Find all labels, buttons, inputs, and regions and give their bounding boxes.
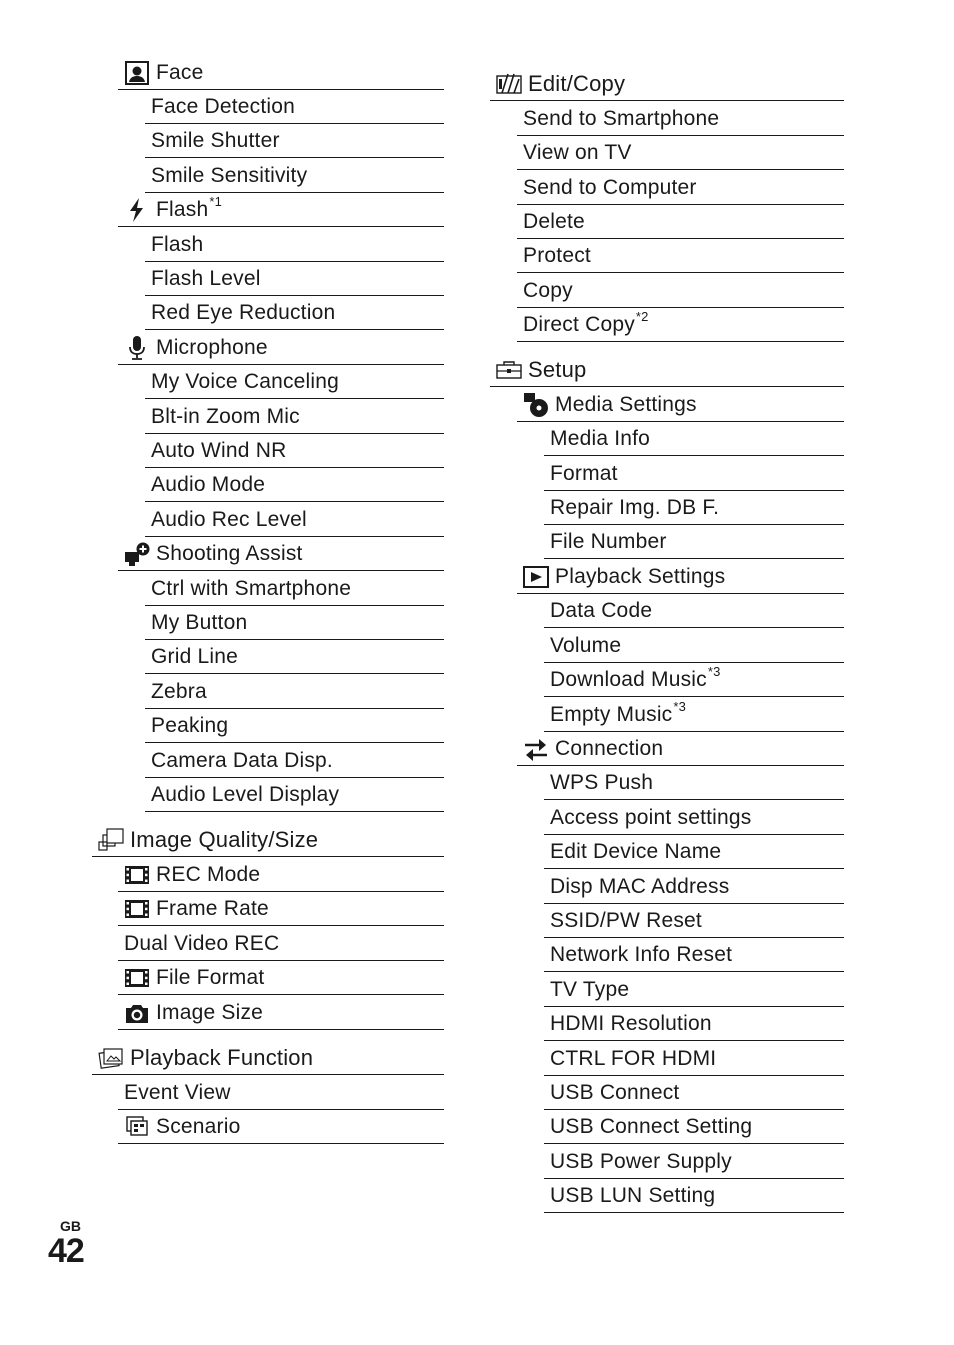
footnote-marker: *1 <box>209 194 223 209</box>
menu-item-label: Event View <box>124 1080 231 1104</box>
menu-item-my-voice-canceling <box>145 365 444 399</box>
menu-item-label: Red Eye Reduction <box>151 300 336 324</box>
menu-item-label: Connection <box>555 736 664 760</box>
menu-item-auto-wind-nr <box>145 434 444 468</box>
menu-item-usb-connect-setting <box>544 1110 844 1144</box>
menu-item-microphone <box>118 331 444 365</box>
menu-item-format <box>544 457 844 491</box>
menu-item-label: Media Info <box>550 426 651 450</box>
menu-item-label: SSID/PW Reset <box>550 908 702 932</box>
menu-item-label: Playback Settings <box>555 564 726 588</box>
menu-item-label: Image Size <box>156 1000 264 1024</box>
menu-item-view-on-tv <box>517 136 844 170</box>
menu-item-label: Flash <box>156 197 209 221</box>
menu-item-empty-music <box>544 698 844 732</box>
edit-copy-icon <box>496 71 522 97</box>
menu-item-smile-shutter <box>145 124 444 158</box>
flash-icon <box>124 197 150 223</box>
menu-item-wps-push <box>544 766 844 800</box>
menu-item-label: Face Detection <box>151 94 296 118</box>
camera-icon <box>124 1000 150 1026</box>
face-icon <box>124 60 150 86</box>
menu-item-label: Smile Shutter <box>151 128 280 152</box>
menu-item-rec-mode <box>118 858 444 892</box>
scenario-icon <box>124 1114 150 1140</box>
menu-item-label: Download Music <box>550 667 707 691</box>
menu-item-file-number <box>544 525 844 559</box>
menu-item-label: Empty Music <box>550 702 673 726</box>
menu-item-zebra <box>145 675 444 709</box>
page-footer <box>48 1218 88 1268</box>
menu-item-send-to-computer <box>517 171 844 205</box>
menu-item-label: Image Quality/Size <box>130 826 319 852</box>
menu-item-image-quality-size <box>92 823 444 857</box>
film-icon <box>124 965 150 991</box>
menu-item-access-point-settings <box>544 801 844 835</box>
microphone-icon <box>124 335 150 361</box>
footnote-marker: *3 <box>673 699 687 714</box>
menu-item-label: Repair Img. DB F. <box>550 495 720 519</box>
menu-item-label: Edit Device Name <box>550 839 722 863</box>
menu-item-label: Send to Computer <box>523 175 697 199</box>
menu-item-label: Audio Level Display <box>151 782 340 806</box>
menu-item-label: REC Mode <box>156 862 261 886</box>
menu-item-red-eye-reduction <box>145 296 444 330</box>
menu-item-volume <box>544 629 844 663</box>
menu-item-ctrl-for-hdmi <box>544 1042 844 1076</box>
menu-item-delete <box>517 205 844 239</box>
menu-item-usb-power-supply <box>544 1145 844 1179</box>
setup-icon <box>496 357 522 383</box>
menu-item-usb-connect <box>544 1076 844 1110</box>
menu-item-scenario <box>118 1110 444 1144</box>
media-settings-icon <box>523 392 549 418</box>
menu-item-camera-data-disp <box>145 744 444 778</box>
menu-item-shooting-assist <box>118 537 444 571</box>
menu-item-label: File Format <box>156 965 265 989</box>
playback-settings-icon <box>523 564 549 590</box>
menu-item-label: Protect <box>523 243 591 267</box>
menu-item-media-info <box>544 422 844 456</box>
menu-item-label: Format <box>550 461 618 485</box>
menu-item-ctrl-with-smartphone <box>145 572 444 606</box>
menu-item-label: Face <box>156 60 204 84</box>
menu-item-face-detection <box>145 90 444 124</box>
menu-item-edit-device-name <box>544 835 844 869</box>
menu-item-edit-copy <box>490 67 844 101</box>
menu-item-label: Delete <box>523 209 585 233</box>
menu-item-media-settings <box>517 388 844 422</box>
menu-item-dual-video-rec <box>118 927 444 961</box>
menu-item-audio-rec-level <box>145 503 444 537</box>
menu-item-label: Ctrl with Smartphone <box>151 576 352 600</box>
menu-item-disp-mac-address <box>544 870 844 904</box>
connection-icon <box>523 736 549 762</box>
menu-item-direct-copy <box>517 308 844 342</box>
menu-item-hdmi-resolution <box>544 1007 844 1041</box>
menu-item-send-to-smartphone <box>517 102 844 136</box>
menu-item-event-view <box>118 1076 444 1110</box>
menu-item-label: Volume <box>550 633 622 657</box>
film-icon <box>124 862 150 888</box>
menu-item-label: Audio Rec Level <box>151 507 307 531</box>
menu-item-audio-mode <box>145 468 444 502</box>
menu-item-label: File Number <box>550 529 667 553</box>
menu-item-protect <box>517 239 844 273</box>
menu-item-download-music <box>544 663 844 697</box>
page-number: 42 <box>48 1232 84 1270</box>
film-icon <box>124 896 150 922</box>
menu-item-frame-rate <box>118 892 444 926</box>
menu-item-flash-sub <box>145 228 444 262</box>
menu-item-label: Auto Wind NR <box>151 438 287 462</box>
menu-item-label: Audio Mode <box>151 472 266 496</box>
menu-item-label: Scenario <box>156 1114 241 1138</box>
image-quality-icon <box>98 827 124 853</box>
menu-item-copy <box>517 274 844 308</box>
menu-item-data-code <box>544 594 844 628</box>
menu-item-label: Peaking <box>151 713 229 737</box>
menu-item-label: My Voice Canceling <box>151 369 340 393</box>
menu-item-label: Data Code <box>550 598 653 622</box>
menu-item-label: USB LUN Setting <box>550 1183 716 1207</box>
menu-item-label: USB Power Supply <box>550 1149 732 1173</box>
menu-item-label: View on TV <box>523 140 632 164</box>
menu-item-ssid-pw-reset <box>544 904 844 938</box>
menu-item-label: Copy <box>523 278 573 302</box>
region-code: GB <box>60 1218 81 1234</box>
menu-item-setup <box>490 353 844 387</box>
menu-item-label: Camera Data Disp. <box>151 748 333 772</box>
menu-item-smile-sensitivity <box>145 159 444 193</box>
menu-item-label: Network Info Reset <box>550 942 733 966</box>
menu-item-usb-lun-setting <box>544 1179 844 1213</box>
menu-item-repair-img-db-f <box>544 491 844 525</box>
menu-item-label: Send to Smartphone <box>523 106 720 130</box>
menu-item-tv-type <box>544 973 844 1007</box>
menu-item-playback-function <box>92 1041 444 1075</box>
menu-item-label: Disp MAC Address <box>550 874 730 898</box>
menu-item-face <box>118 56 444 90</box>
menu-item-peaking <box>145 709 444 743</box>
menu-item-image-size <box>118 996 444 1030</box>
menu-item-label: HDMI Resolution <box>550 1011 712 1035</box>
menu-item-label: Setup <box>528 356 587 382</box>
menu-item-network-info-reset <box>544 938 844 972</box>
footnote-marker: *3 <box>707 664 721 679</box>
menu-item-my-button <box>145 606 444 640</box>
menu-item-label: Flash <box>151 232 204 256</box>
menu-item-label: CTRL FOR HDMI <box>550 1046 717 1070</box>
menu-item-label: Shooting Assist <box>156 541 303 565</box>
menu-item-label: Smile Sensitivity <box>151 163 308 187</box>
menu-item-label: Frame Rate <box>156 896 269 920</box>
menu-item-label: Media Settings <box>555 392 697 416</box>
menu-item-label: USB Connect Setting <box>550 1114 753 1138</box>
menu-item-blt-in-zoom-mic <box>145 400 444 434</box>
menu-item-file-format <box>118 961 444 995</box>
menu-item-label: USB Connect <box>550 1080 680 1104</box>
menu-item-playback-settings <box>517 560 844 594</box>
menu-item-flash-level <box>145 262 444 296</box>
menu-item-label: Grid Line <box>151 644 239 668</box>
menu-item-label: My Button <box>151 610 248 634</box>
menu-item-grid-line <box>145 640 444 674</box>
menu-item-label: Dual Video REC <box>124 931 280 955</box>
shooting-assist-icon <box>124 541 150 567</box>
menu-item-connection <box>517 732 844 766</box>
menu-item-label: Flash Level <box>151 266 261 290</box>
menu-item-label: Microphone <box>156 335 268 359</box>
menu-item-audio-level-display <box>145 778 444 812</box>
footnote-marker: *2 <box>635 309 649 324</box>
menu-item-label: Direct Copy <box>523 312 635 336</box>
menu-item-label: Access point settings <box>550 805 752 829</box>
menu-item-label: Playback Function <box>130 1044 314 1070</box>
menu-item-label: Blt-in Zoom Mic <box>151 404 300 428</box>
menu-item-label: WPS Push <box>550 770 654 794</box>
menu-item-label: Edit/Copy <box>528 70 626 96</box>
playback-function-icon <box>98 1045 124 1071</box>
menu-item-label: Zebra <box>151 679 207 703</box>
menu-item-flash <box>118 193 444 227</box>
menu-item-label: TV Type <box>550 977 630 1001</box>
